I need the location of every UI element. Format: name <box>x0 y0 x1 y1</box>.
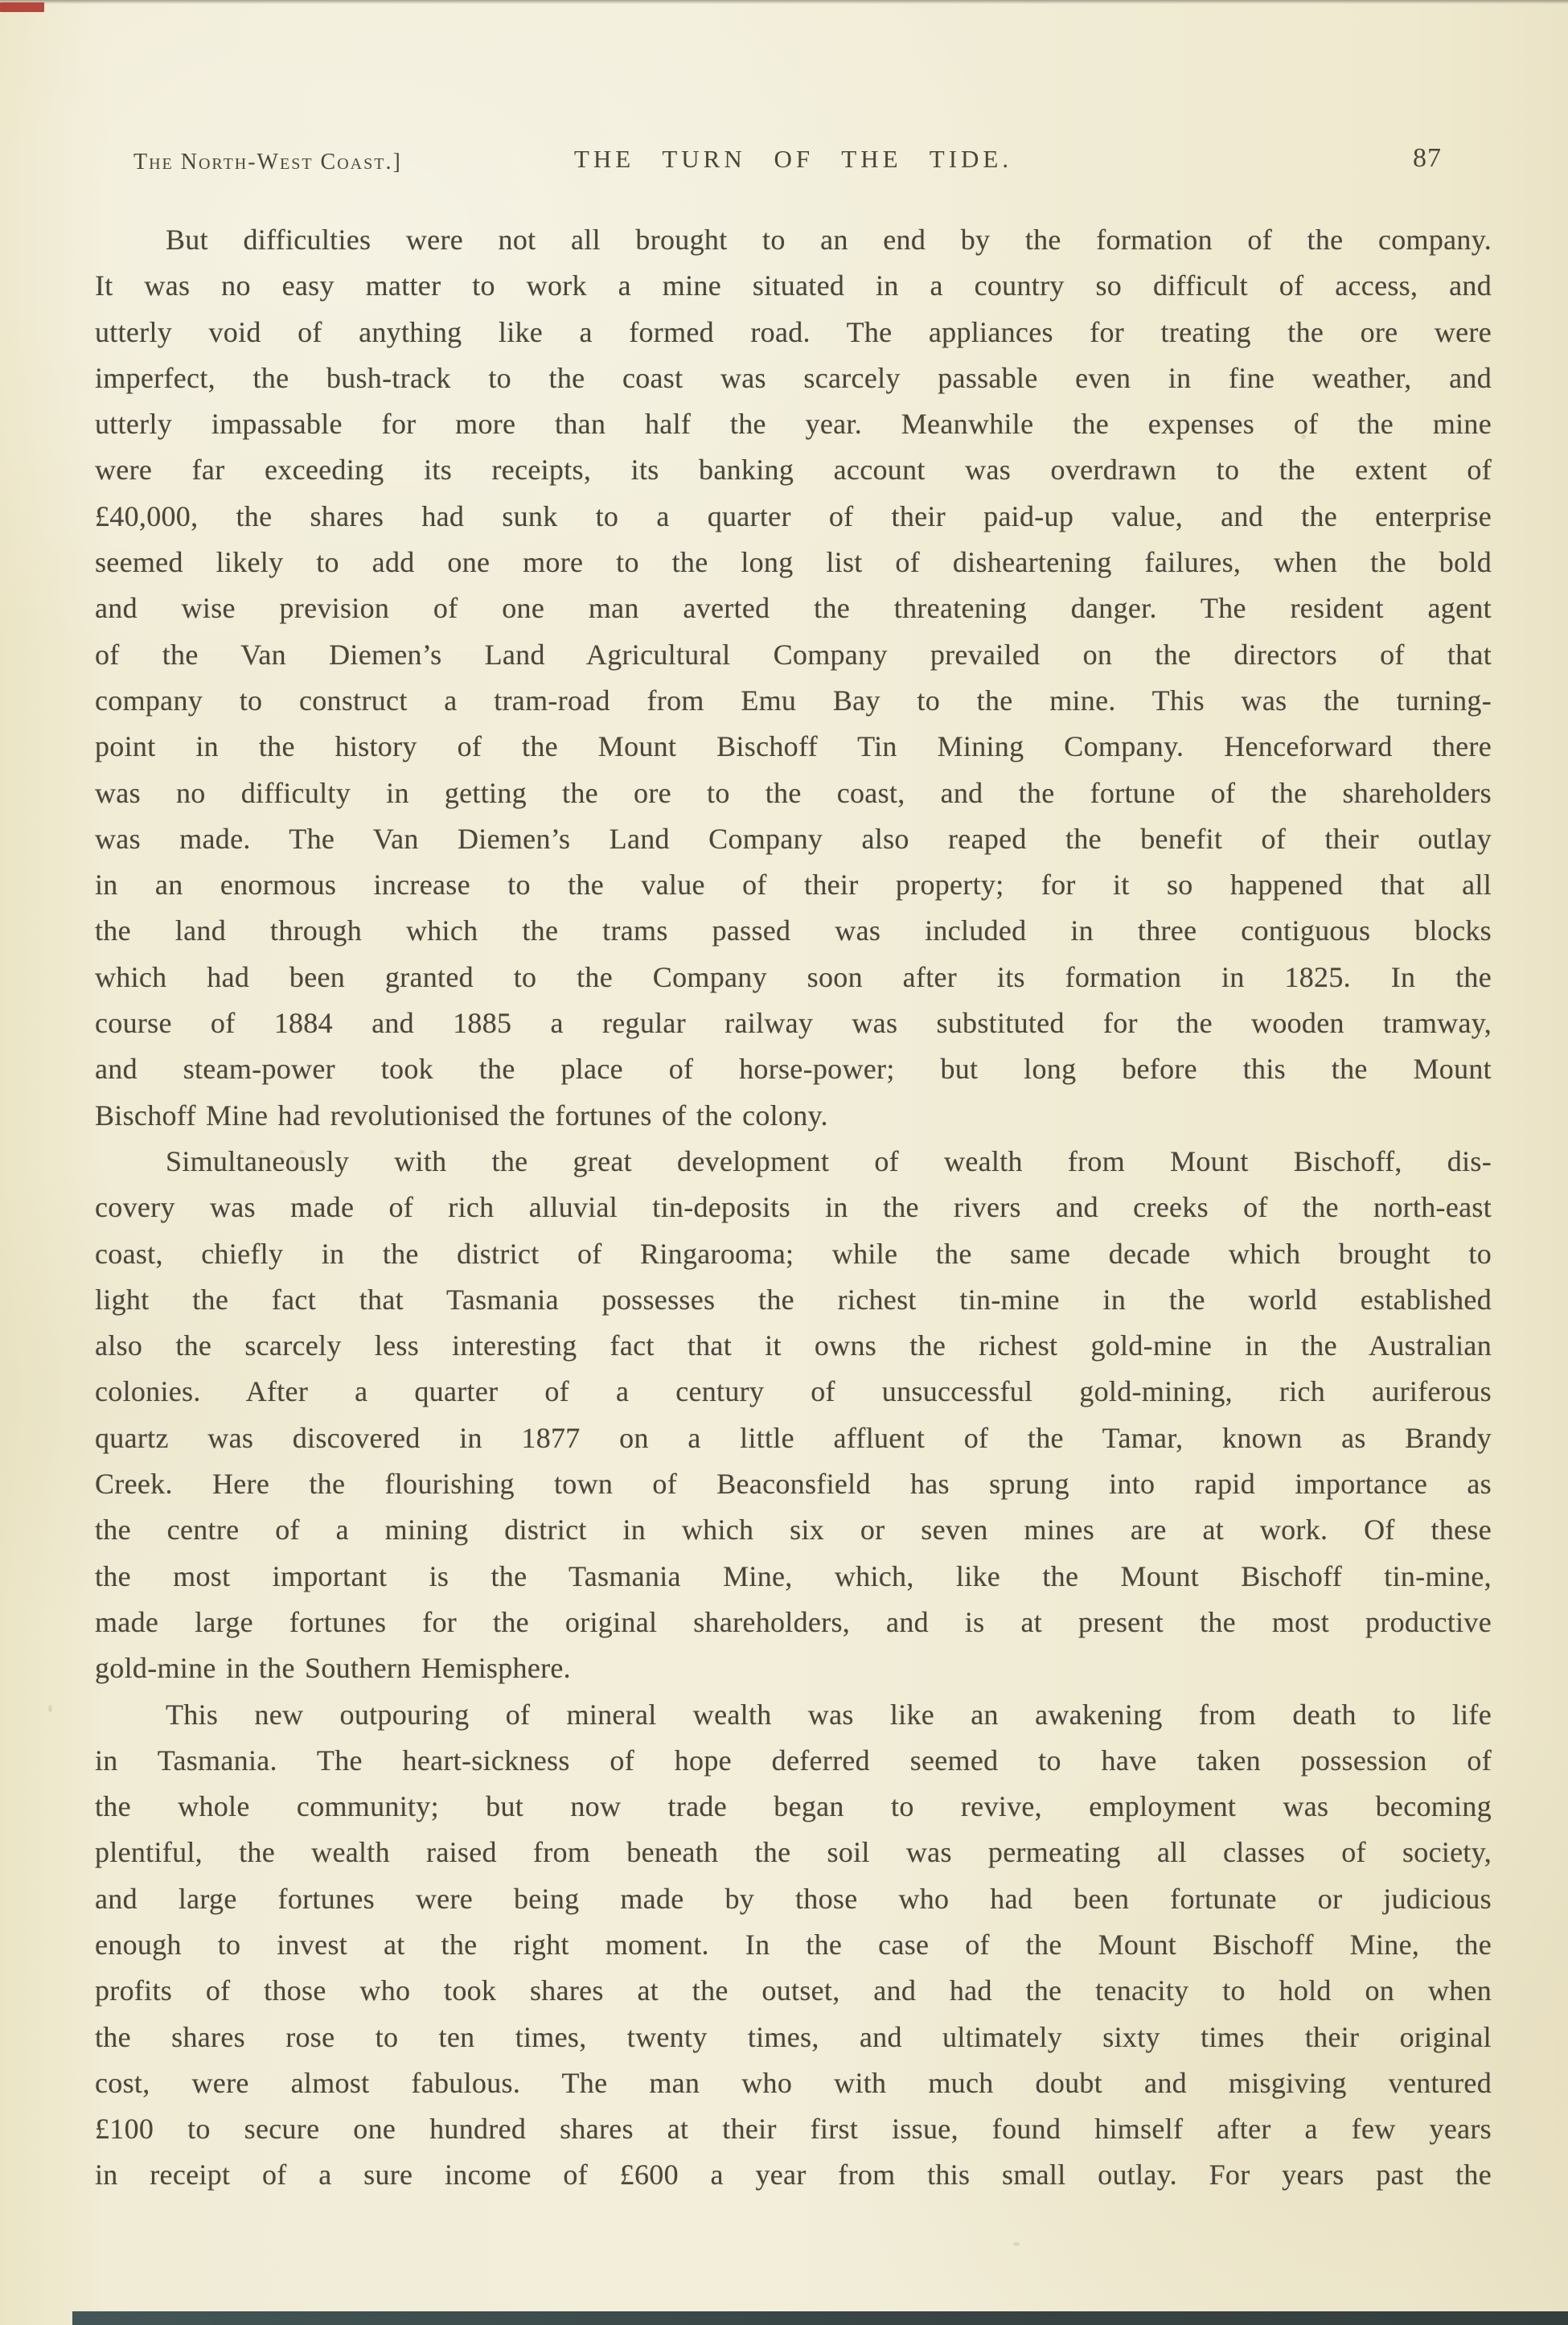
text-line: was made. The Van Diemen’s Land Company also reaped the benefit of their outlay <box>95 822 1492 855</box>
page-number: 87 <box>1413 143 1442 173</box>
scan-red-mark <box>0 2 44 12</box>
text-line: made large fortunes for the original shareholders, and is at present the most productive <box>95 1605 1492 1638</box>
scan-edge-bottom-band <box>72 2311 1568 2325</box>
text-line: cost, were almost fabulous. The man who with much doubt and misgiving ventured <box>95 2066 1492 2099</box>
text-line: were far exceeding its receipts, its banking account was overdrawn to the extent of <box>95 454 1492 487</box>
text-line: enough to invest at the right moment. In the case of the Mount Bischoff Mine, the <box>95 1928 1492 1961</box>
chapter-title: THE TURN OF THE TIDE. <box>573 145 1013 173</box>
text-line: which had been granted to the Company soon after its formation in 1825. In the <box>95 960 1492 993</box>
text-line: plentiful, the wealth raised from beneath the soil was permeating all classes of society, <box>95 1836 1492 1869</box>
text-line: £100 to secure one hundred shares at their first issue, found himself after a few years <box>95 2113 1492 2146</box>
running-head: The North-West Coast.] <box>133 150 402 175</box>
text-line: and wise prevision of one man averted the threatening danger. The resident agent <box>95 592 1492 625</box>
text-line: the land through which the trams passed was included in three contiguous blocks <box>95 914 1492 947</box>
text-line: the shares rose to ten times, twenty times, and ultimately sixty times their original <box>95 2020 1492 2053</box>
text-line: quartz was discovered in 1877 on a little affluent of the Tamar, known as Brandy <box>95 1421 1492 1454</box>
text-line: also the scarcely less interesting fact that it owns the richest gold-mine in the Australian <box>95 1329 1492 1362</box>
text-line: in an enormous increase to the value of their property; for it so happened that all <box>95 869 1492 902</box>
paper-speck <box>1013 2242 1020 2246</box>
text-line: point in the history of the Mount Bischoff Tin Mining Company. Henceforward there <box>95 730 1492 763</box>
scan-edge-top-line <box>0 0 1568 4</box>
text-line: light the fact that Tasmania possesses the richest tin-mine in the world established <box>95 1283 1492 1316</box>
text-line: It was no easy matter to work a mine situated in a country so difficult of access, and <box>95 269 1492 302</box>
text-line: This new outpouring of mineral wealth was like an awakening from death to life <box>166 1698 1492 1731</box>
text-line: £40,000, the shares had sunk to a quarter of their paid-up value, and the enterprise <box>95 499 1492 532</box>
text-line: Simultaneously with the great development of wealth from Mount Bischoff, dis- <box>166 1144 1492 1177</box>
paragraph <box>95 217 1492 1139</box>
text-line: course of 1884 and 1885 a regular railway was substituted for the wooden tramway, <box>95 1007 1492 1040</box>
text-line: Bischoff Mine had revolutionised the fortunes of the colony. <box>95 1099 828 1132</box>
text-line: covery was made of rich alluvial tin-deposits in the rivers and creeks of the north-east <box>95 1191 1492 1224</box>
text-line: colonies. After a quarter of a century of unsuccessful gold-mining, rich auriferous <box>95 1375 1492 1408</box>
text-line: coast, chiefly in the district of Ringarooma; while the same decade which brought to <box>95 1237 1492 1270</box>
text-line: and steam-power took the place of horse-power; but long before this the Mount <box>95 1053 1492 1086</box>
text-line: seemed likely to add one more to the long list of disheartening failures, when the bold <box>95 546 1492 579</box>
paragraph <box>95 1692 1492 2199</box>
text-line: was no difficulty in getting the ore to the coast, and the fortune of the shareholders <box>95 776 1492 809</box>
paper-speck <box>48 1705 52 1712</box>
text-line: the centre of a mining district in which six or seven mines are at work. Of these <box>95 1514 1492 1547</box>
text-line: the whole community; but now trade began to revive, employment was becoming <box>95 1790 1492 1823</box>
paragraph <box>95 1139 1492 1692</box>
text-line: the most important is the Tasmania Mine, which, like the Mount Bischoff tin-mine, <box>95 1559 1492 1592</box>
text-line: profits of those who took shares at the outset, and had the tenacity to hold on when <box>95 1974 1492 2007</box>
page-body <box>95 217 1492 2199</box>
text-line: utterly impassable for more than half the year. Meanwhile the expenses of the mine <box>95 408 1492 441</box>
text-line: Creek. Here the flourishing town of Beaconsfield has sprung into rapid importance as <box>95 1468 1492 1501</box>
text-line: in Tasmania. The heart-sickness of hope deferred seemed to have taken possession of <box>95 1744 1492 1777</box>
text-line: imperfect, the bush-track to the coast was scarcely passable even in fine weather, and <box>95 361 1492 394</box>
text-line: But difficulties were not all brought to an end by the formation of the company. <box>166 224 1492 256</box>
text-line: utterly void of anything like a formed road. The appliances for treating the ore were <box>95 315 1492 348</box>
text-line: gold-mine in the Southern Hemisphere. <box>95 1652 571 1685</box>
text-line: company to construct a tram-road from Emu Bay to the mine. This was the turning- <box>95 684 1492 717</box>
page-header <box>95 143 1492 182</box>
text-line: in receipt of a sure income of £600 a year from this small outlay. For years past the <box>95 2159 1492 2191</box>
text-line: of the Van Diemen’s Land Agricultural Company prevailed on the directors of that <box>95 638 1492 671</box>
text-line: and large fortunes were being made by those who had been fortunate or judicious <box>95 1882 1492 1915</box>
